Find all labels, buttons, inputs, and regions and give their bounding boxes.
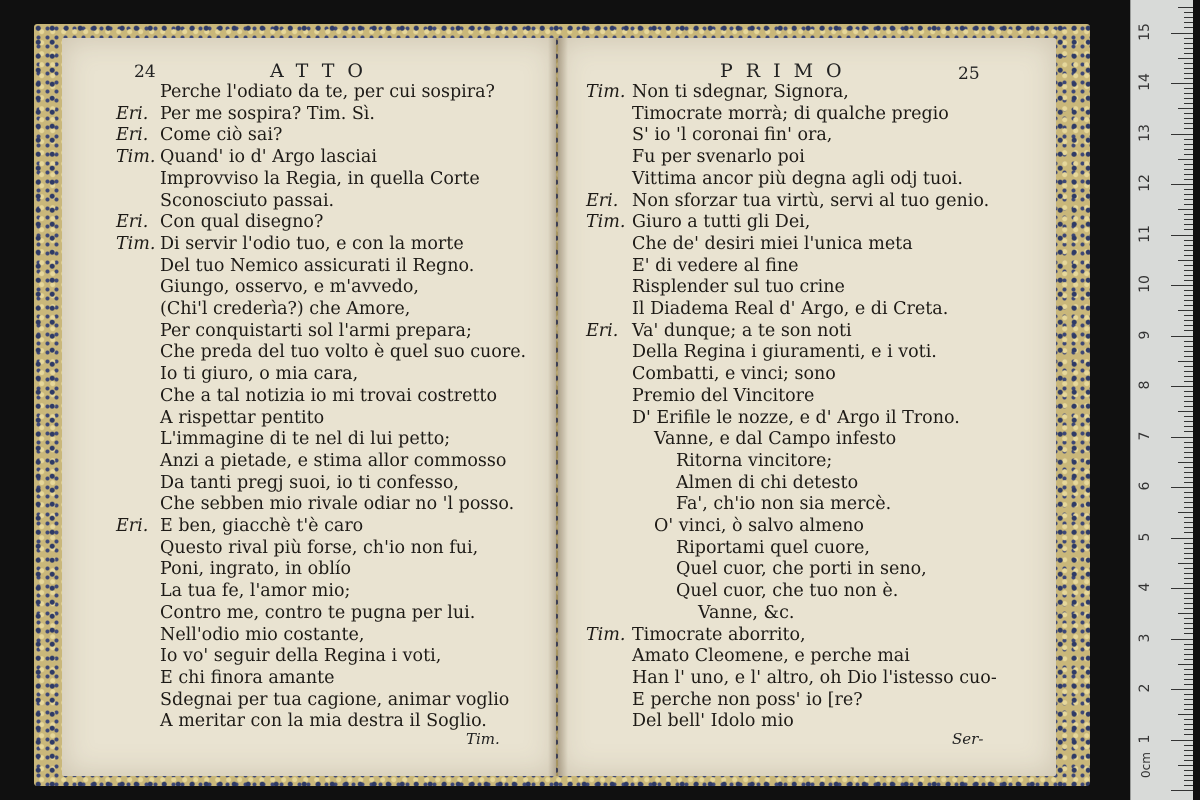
ruler-tick bbox=[1184, 477, 1193, 478]
ruler-tick bbox=[1184, 139, 1193, 140]
ruler-tick bbox=[1184, 603, 1193, 604]
ruler-tick bbox=[1184, 189, 1193, 190]
verse-line: Timocrate aborrito, bbox=[632, 624, 806, 645]
ruler-tick bbox=[1184, 760, 1193, 761]
verse-line: Va' dunque; a te son noti bbox=[632, 320, 852, 341]
ruler-tick bbox=[1178, 462, 1193, 463]
ruler-tick bbox=[1184, 356, 1193, 357]
verse-line: Vittima ancor più degna agli odj tuoi. bbox=[632, 168, 963, 189]
ruler-tick bbox=[1184, 43, 1193, 44]
measurement-ruler bbox=[1130, 0, 1193, 800]
ruler-tick bbox=[1184, 265, 1193, 266]
ruler-tick bbox=[1178, 664, 1193, 665]
verse-line: Giuro a tutti gli Dei, bbox=[632, 212, 811, 233]
ruler-tick bbox=[1184, 583, 1193, 584]
ruler-tick bbox=[1184, 179, 1193, 180]
ruler-tick bbox=[1171, 588, 1193, 589]
ruler-tick bbox=[1171, 285, 1193, 286]
speaker-label: Eri. bbox=[116, 516, 149, 536]
ruler-tick bbox=[1184, 330, 1193, 331]
verse-line: Per me sospira? Tim. Sì. bbox=[160, 103, 375, 124]
ruler-tick bbox=[1184, 88, 1193, 89]
ruler-tick bbox=[1184, 729, 1193, 730]
ruler-tick bbox=[1184, 472, 1193, 473]
ruler-tick bbox=[1184, 396, 1193, 397]
ruler-tick bbox=[1184, 204, 1193, 205]
ruler-number: 9 bbox=[1137, 330, 1153, 339]
ruler-tick bbox=[1184, 290, 1193, 291]
ruler-tick bbox=[1184, 734, 1193, 735]
ruler-tick bbox=[1184, 27, 1193, 28]
ruler-number: 12 bbox=[1137, 174, 1153, 192]
speaker-label: Eri. bbox=[586, 320, 619, 341]
ruler-tick bbox=[1171, 134, 1193, 135]
ruler-tick bbox=[1184, 270, 1193, 271]
ruler-tick bbox=[1178, 159, 1193, 160]
ruler-tick bbox=[1184, 770, 1193, 771]
verse-line: Della Regina i giuramenti, e i voti. bbox=[632, 342, 937, 363]
right-running-head: PRIMO bbox=[720, 60, 855, 82]
ruler-tick bbox=[1184, 224, 1193, 225]
verse-line: E ben, giacchè t'è caro bbox=[160, 516, 364, 536]
ruler-tick bbox=[1184, 684, 1193, 685]
ruler-tick bbox=[1184, 295, 1193, 296]
verse-line: Ritorna vincitore; bbox=[676, 450, 833, 471]
ruler-tick bbox=[1184, 452, 1193, 453]
ruler-tick bbox=[1184, 371, 1193, 372]
ruler-tick bbox=[1171, 184, 1193, 185]
verse-line: Del tuo Nemico assicurati il Regno. bbox=[160, 255, 475, 276]
ruler-tick bbox=[1178, 260, 1193, 261]
verse-line: E chi finora amante bbox=[160, 667, 335, 688]
ruler-tick bbox=[1171, 235, 1193, 236]
ruler-tick bbox=[1184, 240, 1193, 241]
ruler-tick bbox=[1184, 649, 1193, 650]
verse-line: Io ti giuro, o mia cara, bbox=[160, 364, 359, 385]
ruler-number: 10 bbox=[1137, 275, 1153, 293]
ruler-tick bbox=[1178, 209, 1193, 210]
ruler-tick bbox=[1184, 68, 1193, 69]
left-page bbox=[62, 38, 556, 776]
verse-line: D' Erifile le nozze, e d' Argo il Trono. bbox=[632, 407, 960, 428]
left-text-block bbox=[62, 38, 556, 776]
ruler-tick bbox=[1184, 431, 1193, 432]
ruler-tick bbox=[1184, 644, 1193, 645]
ruler-number: 8 bbox=[1137, 380, 1153, 390]
ruler-tick bbox=[1184, 724, 1193, 725]
ruler-number: 1 bbox=[1137, 734, 1153, 743]
ruler-tick bbox=[1184, 426, 1193, 427]
ruler-tick bbox=[1184, 128, 1193, 129]
verse-line: Quel cuor, che porti in seno, bbox=[676, 559, 927, 580]
ruler-tick bbox=[1184, 755, 1193, 756]
verse-line: (Chi'l crederìa?) che Amore, bbox=[160, 299, 411, 319]
ruler-tick bbox=[1184, 522, 1193, 523]
ruler-tick bbox=[1178, 563, 1193, 564]
verse-line: Di servir l'odio tuo, e con la morte bbox=[160, 233, 464, 254]
ruler-tick bbox=[1171, 336, 1193, 337]
verse-line: La tua fe, l'amor mio; bbox=[160, 581, 351, 602]
book-gutter bbox=[548, 38, 568, 776]
verse-line: Risplender sul tuo crine bbox=[632, 277, 845, 298]
ruler-number: 3 bbox=[1137, 633, 1153, 642]
ruler-tick bbox=[1184, 315, 1193, 316]
ruler-tick bbox=[1184, 780, 1193, 781]
ruler-tick bbox=[1184, 447, 1193, 448]
ruler-tick bbox=[1184, 659, 1193, 660]
verse-line: Che sebben mio rivale odiar no 'l posso. bbox=[160, 494, 515, 515]
verse-line: Han l' uno, e l' altro, oh Dio l'istesso cuo- bbox=[632, 667, 997, 688]
verse-line: Fa', ch'io non sia mercè. bbox=[676, 494, 892, 515]
verse-line: Vanne, e dal Campo infesto bbox=[654, 429, 897, 450]
verse-line: Come ciò sai? bbox=[160, 125, 283, 146]
ruler-tick bbox=[1171, 33, 1193, 34]
ruler-tick bbox=[1184, 164, 1193, 165]
ruler-tick bbox=[1184, 578, 1193, 579]
ruler-tick bbox=[1184, 376, 1193, 377]
verse-line: L'immagine di te nel di lui petto; bbox=[160, 429, 451, 450]
ruler-tick bbox=[1184, 467, 1193, 468]
ruler-tick bbox=[1184, 250, 1193, 251]
ruler-tick bbox=[1184, 199, 1193, 200]
ruler-tick bbox=[1184, 421, 1193, 422]
ruler-tick bbox=[1178, 361, 1193, 362]
ruler-tick bbox=[1184, 457, 1193, 458]
left-running-head: ATTO bbox=[270, 60, 376, 82]
ruler-tick bbox=[1184, 320, 1193, 321]
verse-line: Quel cuor, che tuo non è. bbox=[676, 581, 899, 602]
ruler-tick bbox=[1184, 633, 1193, 634]
ruler-tick bbox=[1171, 437, 1193, 438]
verse-line: S' io 'l coronai fin' ora, bbox=[632, 125, 833, 146]
ruler-tick bbox=[1184, 381, 1193, 382]
ruler-tick bbox=[1184, 502, 1193, 503]
ruler-tick bbox=[1184, 618, 1193, 619]
ruler-tick bbox=[1171, 790, 1193, 791]
verse-line: Improvviso la Regia, in quella Corte bbox=[160, 168, 480, 189]
ruler-tick bbox=[1184, 255, 1193, 256]
ruler-tick bbox=[1184, 22, 1193, 23]
speaker-label: Tim. bbox=[586, 82, 626, 102]
ruler-tick bbox=[1184, 694, 1193, 695]
ruler-tick bbox=[1184, 73, 1193, 74]
verse-line: Almen di chi detesto bbox=[676, 472, 859, 493]
ruler-tick bbox=[1184, 144, 1193, 145]
ruler-tick bbox=[1184, 63, 1193, 64]
verse-line: Sdegnai per tua cagione, animar voglio bbox=[160, 689, 510, 710]
ruler-tick bbox=[1184, 598, 1193, 599]
ruler-tick bbox=[1184, 98, 1193, 99]
ruler-tick bbox=[1184, 699, 1193, 700]
verse-line: Da tanti pregj suoi, io ti confesso, bbox=[160, 472, 459, 493]
speaker-label: Eri. bbox=[586, 190, 619, 211]
ruler-tick bbox=[1184, 593, 1193, 594]
ruler-tick bbox=[1184, 608, 1193, 609]
left-catchword: Tim. bbox=[466, 730, 500, 748]
ruler-tick bbox=[1178, 7, 1193, 8]
ruler-tick bbox=[1184, 346, 1193, 347]
verse-line: Questo rival più forse, ch'io non fui, bbox=[160, 537, 479, 558]
ruler-tick bbox=[1178, 108, 1193, 109]
ruler-tick bbox=[1178, 411, 1193, 412]
verse-line: Io vo' seguir della Regina i voti, bbox=[160, 646, 442, 667]
ruler-tick bbox=[1178, 613, 1193, 614]
ruler-tick bbox=[1171, 83, 1193, 84]
verse-line: Sconosciuto passai. bbox=[160, 190, 335, 211]
ruler-tick bbox=[1184, 219, 1193, 220]
ruler-tick bbox=[1184, 669, 1193, 670]
ruler-tick bbox=[1184, 351, 1193, 352]
right-catchword: Ser- bbox=[952, 730, 984, 748]
ruler-tick bbox=[1184, 391, 1193, 392]
ruler-tick bbox=[1184, 275, 1193, 276]
verse-line: Amato Cleomene, e perche mai bbox=[632, 646, 910, 667]
verse-line: Premio del Vincitore bbox=[632, 385, 815, 406]
ruler-tick bbox=[1184, 543, 1193, 544]
ruler-tick bbox=[1184, 775, 1193, 776]
ruler-tick bbox=[1184, 194, 1193, 195]
ruler-tick bbox=[1184, 17, 1193, 18]
ruler-tick bbox=[1184, 53, 1193, 54]
verse-line: Poni, ingrato, in oblío bbox=[160, 559, 352, 580]
verse-line: Il Diadema Real d' Argo, e di Creta. bbox=[632, 299, 949, 319]
ruler-tick bbox=[1184, 532, 1193, 533]
ruler-tick bbox=[1184, 709, 1193, 710]
ruler-tick bbox=[1184, 78, 1193, 79]
ruler-tick bbox=[1184, 325, 1193, 326]
ruler-tick bbox=[1178, 310, 1193, 311]
ruler-tick bbox=[1171, 487, 1193, 488]
verse-line: Nell'odio mio costante, bbox=[160, 624, 365, 645]
ruler-tick bbox=[1184, 174, 1193, 175]
ruler-tick bbox=[1184, 341, 1193, 342]
ruler-tick bbox=[1184, 568, 1193, 569]
speaker-label: Tim. bbox=[586, 624, 626, 645]
ruler-tick bbox=[1184, 366, 1193, 367]
speaker-label: Tim. bbox=[116, 147, 156, 168]
verse-line: Quand' io d' Argo lasciai bbox=[160, 147, 377, 168]
ruler-number: 15 bbox=[1137, 22, 1153, 41]
speaker-label: Eri. bbox=[116, 125, 149, 146]
ruler-tick bbox=[1184, 507, 1193, 508]
ruler-tick bbox=[1171, 538, 1193, 539]
verse-line: Che preda del tuo volto è quel suo cuore. bbox=[160, 342, 527, 363]
verse-line: Timocrate morrà; di qualche pregio bbox=[632, 103, 949, 124]
ruler-number: 11 bbox=[1137, 224, 1153, 243]
ruler-tick bbox=[1184, 558, 1193, 559]
speaker-label: Tim. bbox=[586, 212, 626, 233]
ruler-tick bbox=[1184, 517, 1193, 518]
ruler-tick bbox=[1171, 740, 1193, 741]
verse-line: O' vinci, ò salvo almeno bbox=[654, 516, 864, 536]
ruler-tick bbox=[1184, 103, 1193, 104]
verse-line: Anzi a pietade, e stima allor commosso bbox=[160, 450, 507, 471]
ruler-number: 13 bbox=[1137, 123, 1153, 142]
ruler-tick bbox=[1184, 118, 1193, 119]
speaker-label: Eri. bbox=[116, 212, 149, 233]
right-page bbox=[558, 38, 1056, 776]
ruler-tick bbox=[1184, 401, 1193, 402]
ruler-tick bbox=[1184, 12, 1193, 13]
ruler-tick bbox=[1171, 689, 1193, 690]
ruler-tick bbox=[1184, 214, 1193, 215]
ruler-tick bbox=[1184, 406, 1193, 407]
ruler-tick bbox=[1184, 719, 1193, 720]
ruler-tick bbox=[1178, 512, 1193, 513]
ruler-tick bbox=[1184, 553, 1193, 554]
verse-line: Fu per svenarlo poi bbox=[632, 147, 805, 168]
ruler-tick bbox=[1171, 639, 1193, 640]
ruler-unit-label: 0cm bbox=[1138, 752, 1153, 778]
ruler-tick bbox=[1184, 48, 1193, 49]
ruler-number: 14 bbox=[1137, 73, 1153, 91]
ruler-tick bbox=[1184, 785, 1193, 786]
verse-line: Del bell' Idolo mio bbox=[632, 711, 794, 732]
ruler-tick bbox=[1178, 58, 1193, 59]
verse-line: A meritar con la mia destra il Soglio. bbox=[160, 711, 487, 732]
speaker-label: Eri. bbox=[116, 103, 149, 124]
ruler-number: 2 bbox=[1137, 683, 1153, 693]
ruler-tick bbox=[1184, 548, 1193, 549]
right-text-block bbox=[558, 38, 1056, 776]
ruler-tick bbox=[1184, 527, 1193, 528]
left-page-number: 24 bbox=[134, 62, 156, 82]
ruler-tick bbox=[1184, 38, 1193, 39]
ruler-tick bbox=[1184, 113, 1193, 114]
verse-line: E perche non poss' io [re? bbox=[632, 689, 863, 710]
ruler-tick bbox=[1184, 492, 1193, 493]
verse-line: Che a tal notizia io mi trovai costretto bbox=[160, 385, 497, 406]
verse-line: Non sforzar tua virtù, servi al tuo genio. bbox=[632, 190, 990, 211]
ruler-tick bbox=[1171, 386, 1193, 387]
verse-line: Perche l'odiato da te, per cui sospira? bbox=[160, 82, 495, 102]
ruler-tick bbox=[1184, 305, 1193, 306]
ruler-tick bbox=[1178, 714, 1193, 715]
ruler-tick bbox=[1184, 623, 1193, 624]
ruler-tick bbox=[1184, 442, 1193, 443]
ruler-tick bbox=[1184, 573, 1193, 574]
ruler-tick bbox=[1184, 245, 1193, 246]
ruler-tick bbox=[1184, 750, 1193, 751]
ruler-tick bbox=[1184, 745, 1193, 746]
ruler-tick bbox=[1184, 149, 1193, 150]
ruler-tick bbox=[1184, 704, 1193, 705]
ruler-tick bbox=[1184, 169, 1193, 170]
verse-line: Riportami quel cuore, bbox=[676, 537, 870, 558]
ruler-tick bbox=[1184, 654, 1193, 655]
verse-line: Non ti sdegnar, Signora, bbox=[632, 82, 849, 102]
ruler-tick bbox=[1184, 300, 1193, 301]
ruler-tick bbox=[1184, 229, 1193, 230]
verse-line: Vanne, &c. bbox=[698, 602, 795, 623]
speaker-label: Tim. bbox=[116, 233, 156, 254]
right-page-number: 25 bbox=[958, 64, 980, 84]
ruler-tick bbox=[1184, 674, 1193, 675]
ruler-number: 6 bbox=[1137, 481, 1153, 491]
ruler-tick bbox=[1184, 497, 1193, 498]
verse-line: Per conquistarti sol l'armi prepara; bbox=[160, 320, 472, 341]
ruler-tick bbox=[1184, 280, 1193, 281]
verse-line: Con qual disegno? bbox=[160, 212, 324, 233]
ruler-tick bbox=[1184, 93, 1193, 94]
ruler-tick bbox=[1184, 679, 1193, 680]
verse-line: Giungo, osservo, e m'avvedo, bbox=[160, 277, 419, 298]
verse-line: Combatti, e vinci; sono bbox=[632, 364, 836, 385]
verse-line: Che de' desiri miei l'unica meta bbox=[632, 233, 913, 254]
ruler-tick bbox=[1184, 416, 1193, 417]
ruler-tick bbox=[1178, 765, 1193, 766]
ruler-tick bbox=[1184, 154, 1193, 155]
verse-line: A rispettar pentito bbox=[160, 407, 325, 428]
ruler-number: 5 bbox=[1137, 532, 1153, 541]
ruler-number: 4 bbox=[1137, 582, 1153, 592]
ruler-tick bbox=[1184, 628, 1193, 629]
ruler-tick bbox=[1184, 123, 1193, 124]
ruler-number: 7 bbox=[1137, 431, 1153, 440]
verse-line: Contro me, contro te pugna per lui. bbox=[160, 602, 476, 623]
ruler-tick bbox=[1184, 482, 1193, 483]
verse-line: E' di vedere al fine bbox=[632, 255, 799, 276]
